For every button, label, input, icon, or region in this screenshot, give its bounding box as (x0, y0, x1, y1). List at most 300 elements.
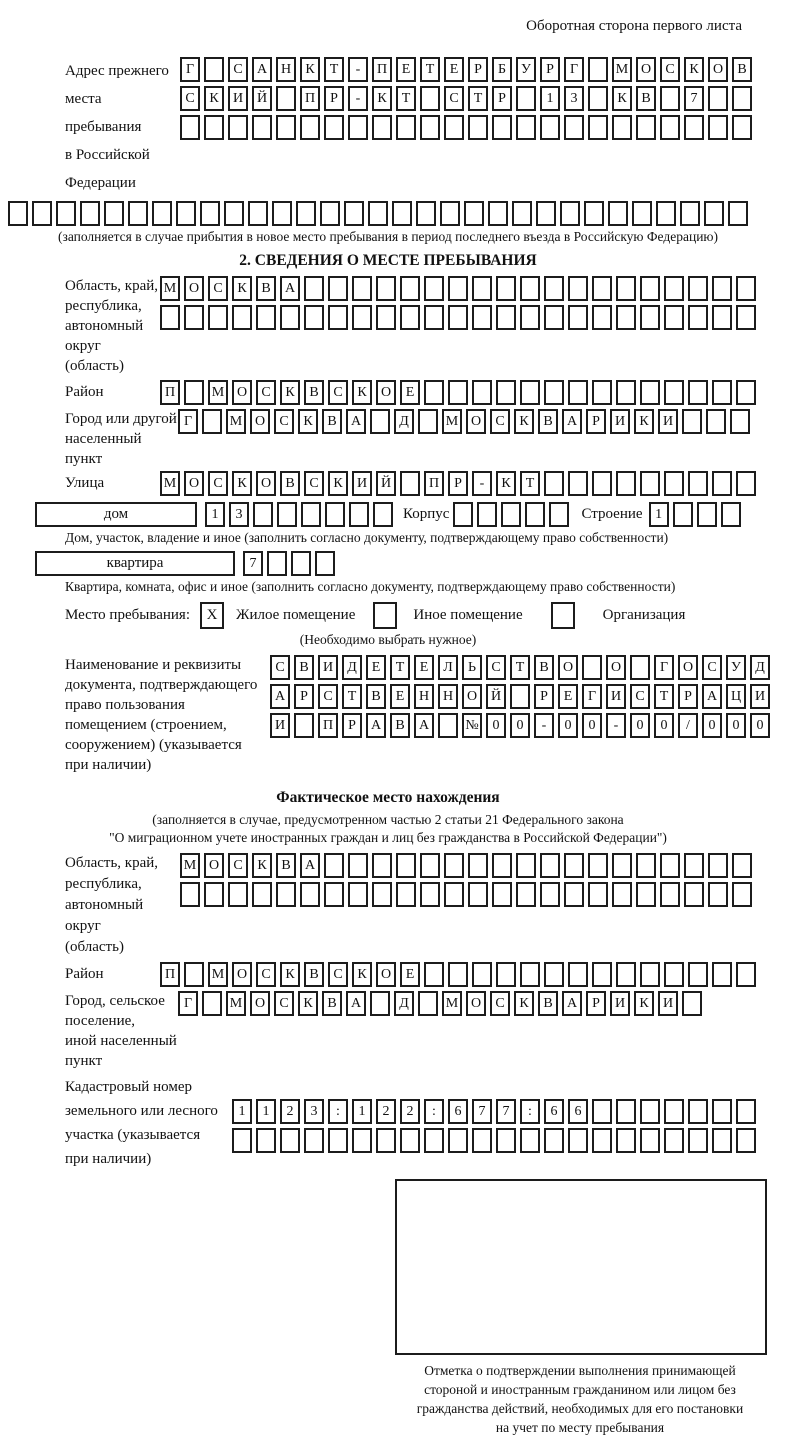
char-cell[interactable]: Е (366, 655, 386, 680)
char-cell[interactable]: Р (342, 713, 362, 738)
char-cell[interactable] (324, 853, 344, 878)
char-cell[interactable]: О (636, 57, 656, 82)
char-cell[interactable] (540, 853, 560, 878)
char-cell[interactable] (712, 962, 732, 987)
char-cell[interactable] (612, 853, 632, 878)
char-cell[interactable] (588, 57, 608, 82)
char-cell[interactable]: О (376, 380, 396, 405)
char-cell[interactable] (512, 201, 532, 226)
char-cell[interactable] (616, 471, 636, 496)
char-cell[interactable] (664, 305, 684, 330)
char-cell[interactable]: В (534, 655, 554, 680)
char-cell[interactable] (544, 1128, 564, 1153)
char-cell[interactable] (276, 882, 296, 907)
char-cell[interactable]: Т (654, 684, 674, 709)
char-cell[interactable] (525, 502, 545, 527)
char-cell[interactable] (592, 1128, 612, 1153)
char-cell[interactable]: 0 (582, 713, 602, 738)
char-cell[interactable] (232, 1128, 252, 1153)
char-cell[interactable] (416, 201, 436, 226)
char-cell[interactable]: : (424, 1099, 444, 1124)
char-cell[interactable]: - (534, 713, 554, 738)
char-cell[interactable]: С (274, 991, 294, 1016)
char-cell[interactable] (616, 1128, 636, 1153)
char-cell[interactable] (492, 853, 512, 878)
char-cell[interactable] (208, 305, 228, 330)
char-cell[interactable]: Т (396, 86, 416, 111)
char-cell[interactable] (712, 305, 732, 330)
char-cell[interactable] (584, 201, 604, 226)
char-cell[interactable]: Й (376, 471, 396, 496)
char-cell[interactable]: У (516, 57, 536, 82)
char-cell[interactable] (420, 853, 440, 878)
char-cell[interactable] (472, 305, 492, 330)
char-cell[interactable]: К (684, 57, 704, 82)
char-cell[interactable] (712, 471, 732, 496)
char-cell[interactable] (373, 502, 393, 527)
char-cell[interactable] (708, 853, 728, 878)
char-cell[interactable]: / (678, 713, 698, 738)
char-cell[interactable]: П (300, 86, 320, 111)
char-cell[interactable] (296, 201, 316, 226)
char-cell[interactable]: С (208, 276, 228, 301)
char-cell[interactable] (708, 882, 728, 907)
char-cell[interactable]: П (160, 380, 180, 405)
char-cell[interactable] (348, 882, 368, 907)
char-cell[interactable] (516, 115, 536, 140)
char-cell[interactable] (301, 502, 321, 527)
char-cell[interactable]: К (300, 57, 320, 82)
char-cell[interactable]: 6 (448, 1099, 468, 1124)
char-cell[interactable]: С (274, 409, 294, 434)
char-cell[interactable]: 3 (564, 86, 584, 111)
char-cell[interactable]: Е (400, 962, 420, 987)
char-cell[interactable] (736, 1128, 756, 1153)
char-cell[interactable]: М (442, 991, 462, 1016)
char-cell[interactable]: С (208, 471, 228, 496)
char-cell[interactable] (632, 201, 652, 226)
char-cell[interactable]: К (280, 962, 300, 987)
char-cell[interactable] (636, 853, 656, 878)
char-cell[interactable]: Г (564, 57, 584, 82)
char-cell[interactable] (420, 86, 440, 111)
char-cell[interactable]: Е (444, 57, 464, 82)
char-cell[interactable] (420, 115, 440, 140)
char-cell[interactable] (656, 201, 676, 226)
char-cell[interactable] (640, 1128, 660, 1153)
char-cell[interactable]: О (466, 991, 486, 1016)
char-cell[interactable]: Г (178, 991, 198, 1016)
char-cell[interactable] (501, 502, 521, 527)
char-cell[interactable]: О (558, 655, 578, 680)
char-cell[interactable]: С (328, 962, 348, 987)
char-cell[interactable] (564, 115, 584, 140)
char-cell[interactable] (294, 713, 314, 738)
char-cell[interactable] (396, 115, 416, 140)
char-cell[interactable] (520, 962, 540, 987)
char-cell[interactable]: П (160, 962, 180, 987)
char-cell[interactable] (520, 1128, 540, 1153)
char-cell[interactable] (697, 502, 717, 527)
char-cell[interactable] (592, 305, 612, 330)
char-cell[interactable]: К (204, 86, 224, 111)
char-cell[interactable] (8, 201, 28, 226)
char-cell[interactable] (444, 853, 464, 878)
char-cell[interactable]: 7 (243, 551, 263, 576)
char-cell[interactable] (424, 1128, 444, 1153)
char-cell[interactable] (328, 1128, 348, 1153)
char-cell[interactable] (202, 991, 222, 1016)
char-cell[interactable]: Р (324, 86, 344, 111)
char-cell[interactable]: С (630, 684, 650, 709)
char-cell[interactable]: В (538, 991, 558, 1016)
char-cell[interactable]: В (636, 86, 656, 111)
char-cell[interactable] (424, 305, 444, 330)
char-cell[interactable] (204, 57, 224, 82)
char-cell[interactable]: Ь (462, 655, 482, 680)
char-cell[interactable] (592, 962, 612, 987)
char-cell[interactable] (688, 1128, 708, 1153)
char-cell[interactable]: С (328, 380, 348, 405)
char-cell[interactable] (448, 962, 468, 987)
char-cell[interactable]: Е (396, 57, 416, 82)
char-cell[interactable] (448, 380, 468, 405)
char-cell[interactable] (291, 551, 311, 576)
char-cell[interactable]: К (372, 86, 392, 111)
char-cell[interactable] (128, 201, 148, 226)
char-cell[interactable] (492, 115, 512, 140)
char-cell[interactable]: Л (438, 655, 458, 680)
char-cell[interactable]: 1 (649, 502, 669, 527)
char-cell[interactable] (732, 115, 752, 140)
char-cell[interactable] (420, 882, 440, 907)
char-cell[interactable] (492, 882, 512, 907)
char-cell[interactable] (544, 276, 564, 301)
char-cell[interactable]: А (562, 409, 582, 434)
char-cell[interactable] (664, 962, 684, 987)
char-cell[interactable]: У (726, 655, 746, 680)
char-cell[interactable]: К (232, 471, 252, 496)
char-cell[interactable] (477, 502, 497, 527)
char-cell[interactable]: О (204, 853, 224, 878)
char-cell[interactable]: К (298, 991, 318, 1016)
char-cell[interactable] (104, 201, 124, 226)
char-cell[interactable] (664, 380, 684, 405)
char-cell[interactable]: 2 (400, 1099, 420, 1124)
char-cell[interactable] (204, 115, 224, 140)
char-cell[interactable]: С (228, 853, 248, 878)
char-cell[interactable]: С (660, 57, 680, 82)
char-cell[interactable]: О (184, 471, 204, 496)
char-cell[interactable]: С (490, 991, 510, 1016)
char-cell[interactable] (684, 115, 704, 140)
char-cell[interactable]: В (366, 684, 386, 709)
char-cell[interactable]: Г (654, 655, 674, 680)
char-cell[interactable]: В (732, 57, 752, 82)
char-cell[interactable]: А (252, 57, 272, 82)
char-cell[interactable]: В (538, 409, 558, 434)
checkbox-inoe[interactable] (373, 602, 397, 629)
char-cell[interactable]: 7 (472, 1099, 492, 1124)
char-cell[interactable] (730, 409, 750, 434)
char-cell[interactable]: Т (520, 471, 540, 496)
char-cell[interactable]: С (256, 962, 276, 987)
char-cell[interactable] (568, 276, 588, 301)
char-cell[interactable] (253, 502, 273, 527)
char-cell[interactable] (664, 1128, 684, 1153)
char-cell[interactable] (660, 882, 680, 907)
checkbox-org[interactable] (551, 602, 575, 629)
char-cell[interactable]: Т (324, 57, 344, 82)
char-cell[interactable] (673, 502, 693, 527)
char-cell[interactable] (680, 201, 700, 226)
char-cell[interactable]: 1 (205, 502, 225, 527)
char-cell[interactable] (300, 115, 320, 140)
char-cell[interactable] (160, 305, 180, 330)
char-cell[interactable] (568, 305, 588, 330)
char-cell[interactable]: Д (394, 991, 414, 1016)
char-cell[interactable] (564, 853, 584, 878)
char-cell[interactable] (568, 471, 588, 496)
char-cell[interactable] (376, 1128, 396, 1153)
char-cell[interactable] (224, 201, 244, 226)
char-cell[interactable]: - (348, 86, 368, 111)
char-cell[interactable] (712, 1128, 732, 1153)
char-cell[interactable] (376, 305, 396, 330)
char-cell[interactable] (588, 882, 608, 907)
char-cell[interactable] (732, 882, 752, 907)
char-cell[interactable] (520, 380, 540, 405)
char-cell[interactable]: В (322, 991, 342, 1016)
char-cell[interactable]: И (750, 684, 770, 709)
char-cell[interactable]: Ц (726, 684, 746, 709)
char-cell[interactable]: С (256, 380, 276, 405)
char-cell[interactable]: Р (448, 471, 468, 496)
char-cell[interactable]: С (444, 86, 464, 111)
char-cell[interactable] (636, 882, 656, 907)
char-cell[interactable] (352, 276, 372, 301)
char-cell[interactable] (682, 409, 702, 434)
char-cell[interactable] (400, 305, 420, 330)
char-cell[interactable]: С (180, 86, 200, 111)
char-cell[interactable] (664, 1099, 684, 1124)
char-cell[interactable]: - (606, 713, 626, 738)
char-cell[interactable] (468, 853, 488, 878)
char-cell[interactable] (688, 305, 708, 330)
char-cell[interactable]: 0 (750, 713, 770, 738)
char-cell[interactable]: О (232, 380, 252, 405)
char-cell[interactable] (712, 276, 732, 301)
char-cell[interactable] (536, 201, 556, 226)
char-cell[interactable]: В (304, 962, 324, 987)
char-cell[interactable] (280, 1128, 300, 1153)
char-cell[interactable] (80, 201, 100, 226)
char-cell[interactable]: И (658, 409, 678, 434)
char-cell[interactable] (544, 962, 564, 987)
char-cell[interactable]: : (328, 1099, 348, 1124)
char-cell[interactable]: О (466, 409, 486, 434)
char-cell[interactable] (200, 201, 220, 226)
char-cell[interactable] (516, 882, 536, 907)
char-cell[interactable] (376, 276, 396, 301)
char-cell[interactable] (688, 276, 708, 301)
char-cell[interactable]: Й (252, 86, 272, 111)
char-cell[interactable] (688, 380, 708, 405)
char-cell[interactable] (280, 305, 300, 330)
char-cell[interactable]: К (232, 276, 252, 301)
char-cell[interactable]: 0 (654, 713, 674, 738)
char-cell[interactable]: Д (394, 409, 414, 434)
char-cell[interactable] (202, 409, 222, 434)
char-cell[interactable] (684, 882, 704, 907)
char-cell[interactable]: Р (586, 409, 606, 434)
char-cell[interactable]: К (352, 380, 372, 405)
char-cell[interactable] (232, 305, 252, 330)
char-cell[interactable] (184, 305, 204, 330)
char-cell[interactable] (736, 380, 756, 405)
char-cell[interactable]: К (496, 471, 516, 496)
char-cell[interactable]: М (180, 853, 200, 878)
char-cell[interactable] (438, 713, 458, 738)
char-cell[interactable]: К (352, 962, 372, 987)
char-cell[interactable] (396, 882, 416, 907)
char-cell[interactable] (400, 471, 420, 496)
char-cell[interactable]: Т (468, 86, 488, 111)
char-cell[interactable]: И (228, 86, 248, 111)
char-cell[interactable] (704, 201, 724, 226)
char-cell[interactable]: А (300, 853, 320, 878)
char-cell[interactable] (276, 115, 296, 140)
char-cell[interactable] (56, 201, 76, 226)
char-cell[interactable]: Е (400, 380, 420, 405)
char-cell[interactable]: С (270, 655, 290, 680)
char-cell[interactable]: Е (558, 684, 578, 709)
char-cell[interactable]: Т (510, 655, 530, 680)
char-cell[interactable]: 6 (568, 1099, 588, 1124)
char-cell[interactable] (712, 1099, 732, 1124)
char-cell[interactable]: И (606, 684, 626, 709)
char-cell[interactable] (468, 882, 488, 907)
char-cell[interactable] (252, 115, 272, 140)
char-cell[interactable]: 3 (304, 1099, 324, 1124)
char-cell[interactable] (544, 380, 564, 405)
char-cell[interactable]: А (280, 276, 300, 301)
char-cell[interactable] (472, 962, 492, 987)
char-cell[interactable] (612, 882, 632, 907)
char-cell[interactable] (664, 471, 684, 496)
char-cell[interactable]: Н (438, 684, 458, 709)
char-cell[interactable] (440, 201, 460, 226)
char-cell[interactable]: К (328, 471, 348, 496)
char-cell[interactable]: В (294, 655, 314, 680)
char-cell[interactable]: О (678, 655, 698, 680)
char-cell[interactable] (520, 305, 540, 330)
char-cell[interactable]: А (366, 713, 386, 738)
char-cell[interactable]: Г (180, 57, 200, 82)
char-cell[interactable]: 1 (352, 1099, 372, 1124)
char-cell[interactable] (660, 115, 680, 140)
char-cell[interactable] (276, 86, 296, 111)
char-cell[interactable] (616, 380, 636, 405)
char-cell[interactable] (444, 882, 464, 907)
char-cell[interactable] (392, 201, 412, 226)
char-cell[interactable] (516, 853, 536, 878)
char-cell[interactable]: О (256, 471, 276, 496)
char-cell[interactable]: 6 (544, 1099, 564, 1124)
char-cell[interactable] (612, 115, 632, 140)
char-cell[interactable] (736, 962, 756, 987)
char-cell[interactable]: К (252, 853, 272, 878)
char-cell[interactable]: В (280, 471, 300, 496)
char-cell[interactable] (396, 853, 416, 878)
char-cell[interactable] (568, 380, 588, 405)
char-cell[interactable] (736, 276, 756, 301)
char-cell[interactable] (682, 991, 702, 1016)
char-cell[interactable] (344, 201, 364, 226)
char-cell[interactable]: И (352, 471, 372, 496)
char-cell[interactable] (560, 201, 580, 226)
char-cell[interactable] (152, 201, 172, 226)
char-cell[interactable] (568, 1128, 588, 1153)
char-cell[interactable] (496, 962, 516, 987)
char-cell[interactable]: 0 (702, 713, 722, 738)
char-cell[interactable] (540, 882, 560, 907)
char-cell[interactable]: С (228, 57, 248, 82)
char-cell[interactable] (453, 502, 473, 527)
char-cell[interactable]: И (658, 991, 678, 1016)
char-cell[interactable]: А (270, 684, 290, 709)
char-cell[interactable]: И (610, 409, 630, 434)
char-cell[interactable] (304, 276, 324, 301)
char-cell[interactable] (608, 201, 628, 226)
char-cell[interactable] (320, 201, 340, 226)
char-cell[interactable] (540, 115, 560, 140)
char-cell[interactable]: М (612, 57, 632, 82)
char-cell[interactable] (732, 86, 752, 111)
char-cell[interactable] (400, 1128, 420, 1153)
char-cell[interactable] (424, 380, 444, 405)
char-cell[interactable] (520, 276, 540, 301)
char-cell[interactable]: № (462, 713, 482, 738)
char-cell[interactable] (248, 201, 268, 226)
char-cell[interactable] (588, 853, 608, 878)
char-cell[interactable] (588, 115, 608, 140)
char-cell[interactable]: О (462, 684, 482, 709)
char-cell[interactable]: 1 (232, 1099, 252, 1124)
char-cell[interactable] (472, 276, 492, 301)
char-cell[interactable]: 1 (256, 1099, 276, 1124)
char-cell[interactable]: М (208, 380, 228, 405)
char-cell[interactable]: В (390, 713, 410, 738)
char-cell[interactable] (640, 380, 660, 405)
char-cell[interactable]: Р (294, 684, 314, 709)
char-cell[interactable]: Д (342, 655, 362, 680)
char-cell[interactable] (472, 1128, 492, 1153)
char-cell[interactable] (267, 551, 287, 576)
char-cell[interactable] (424, 962, 444, 987)
char-cell[interactable] (721, 502, 741, 527)
char-cell[interactable]: Д (750, 655, 770, 680)
char-cell[interactable]: 7 (496, 1099, 516, 1124)
char-cell[interactable] (372, 882, 392, 907)
char-cell[interactable]: Т (342, 684, 362, 709)
char-cell[interactable] (348, 853, 368, 878)
char-cell[interactable] (324, 882, 344, 907)
char-cell[interactable]: О (184, 276, 204, 301)
char-cell[interactable] (708, 86, 728, 111)
char-cell[interactable] (272, 201, 292, 226)
char-cell[interactable]: Р (586, 991, 606, 1016)
